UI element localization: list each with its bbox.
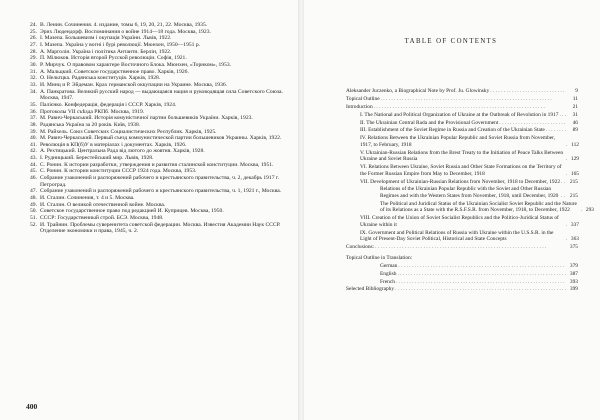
reference-number: 52. [30,221,37,228]
reference-text: І. Рудницький. Берестейський мир. Львів, 1928. [40,155,154,162]
reference-entry [26,62,288,69]
dot-leader [498,120,566,127]
reference-text: А. Мальцкий. Советское государственное право. Харків, 1926. [40,68,189,75]
reference-text: І. Мазепа. Україна у вогні і бурі революції. Мюнхен, 1950—1951 р. [40,41,201,48]
reference-text: М. Равич-Черкаський. Исторія комуністичної партии большевиків України. Харків, 1923. [40,115,253,122]
reference-entry [26,195,288,202]
reference-number: 39. [30,128,37,135]
reference-number: 44. [30,161,37,168]
reference-text: Эрих Людендорф. Воспоминания о войне 1914—18 года. Москва, 1923. [40,28,211,35]
toc-entry [346,279,578,286]
reference-entry [26,82,288,89]
reference-number: 31. [30,68,37,75]
reference-number: 33. [30,81,37,88]
reference-text: П. Мілюков. Исторія второй Русской революціи. Софія, 1921. [40,55,187,62]
toc-entry-title: IX. Government and Political Relations of Russia with Ukraine within the U.S.S.R. in the Light of Present-Day Soviet Political, Historical and State Concepts [360,229,554,243]
toc-entry [346,104,578,111]
toc-entry [346,150,578,163]
reference-number: 36. [30,108,37,115]
reference-entry [26,162,288,169]
reference-entry [26,89,288,102]
toc-entry [346,263,578,270]
reference-entry [26,22,288,29]
toc-page-number: 31 [572,111,578,118]
toc-entry-title: Aleksander Juczenko, a Biographical Note by Prof. Ju. Glowinsky [346,88,490,94]
toc-entry [346,127,578,134]
reference-entry [26,69,288,76]
toc-entry-title: VIII. Creation of the Union of Soviet Socialist Republics and the Politico-Juridical Status of Ukraine within it [360,215,559,228]
reference-number: 30. [30,61,37,68]
reference-text: Протоколы VII съѣзда РКПб. Москва, 1919. [40,108,145,115]
toc-page-number: 165 [570,170,579,177]
dot-leader [489,88,566,95]
reference-entry [26,155,288,162]
reference-entry [26,222,288,235]
toc-page-number: 9 [575,88,578,94]
reference-entry [26,135,288,142]
page-number: 400 [26,402,38,411]
dot-leader [545,127,566,134]
dot-leader [380,96,566,103]
toc-entry-title: English [380,270,397,277]
toc-page-number: 11 [572,95,578,102]
toc-page-number: 46 [572,119,578,126]
toc-entry-title: Introduction [346,103,373,110]
reference-number: 35. [30,101,37,108]
toc-page-number: 387 [569,270,578,277]
reference-number: 43. [30,155,37,162]
toc-page-number: 363 [570,236,579,243]
toc-page-number: 215 [569,178,578,185]
reference-text: А. Панкратова. Великий русский народ — выдающаяся нация и руководящая сила Советского Союза. Москва, 1947. [40,88,283,102]
toc-entry [346,135,578,148]
reference-text: Собрание узаконений и распоряжений рабочего и крестьянского правительства, ч. 1, 1921 г., Москва. [40,188,282,195]
toc-page-number: 129 [570,156,579,163]
toc-entry [346,179,578,186]
reference-entry [26,29,288,36]
toc-entry [346,286,578,293]
reference-text: Собрание узаконений и распоряжений рабочего и крестьянского правительства, ч. 2, декабрь 1917 г. Петроград. [40,175,279,188]
toc-entry-title: IV. Relations Between the Ukrainian Popular Republic and Soviet Russia from November, 1917, to February, 1918 [360,135,556,148]
reference-text: Радянська Україна за 20 років. Київ, 1938. [40,121,141,128]
toc-entry-title: Topical Outline [346,95,380,102]
reference-text: А. Марголін. Україна і політика Антанти. Берлін, 1922. [40,48,172,55]
toc-entry [346,112,578,119]
toc-entry-title: III. Establishment of the Soviet Regime in Russia and Creation of the Ukrainian State [360,127,545,134]
reference-text: Палієнко. Конфедерація, федерація і СССР. Харків, 1924. [40,101,177,108]
toc-entry [346,96,578,103]
reference-number: 47. [30,188,37,195]
reference-number: 34. [30,88,37,95]
toc-page-number: 379 [569,262,578,269]
reference-number: 32. [30,75,37,82]
reference-number: 27. [30,41,37,48]
reference-number: 50. [30,208,37,215]
right-page [302,0,600,420]
reference-number: 42. [30,148,37,155]
reference-list [26,22,288,235]
dot-leader [558,112,566,119]
reference-text: І. Мазепа. Большевизм і окупація України. Львів, 1922. [40,35,172,42]
table-of-contents [346,88,594,294]
reference-text: М. Равич-Черкаський. Первый съезд коммунистической партии большевиков Украины. Харків, 1922. [40,135,282,142]
toc-entry-title: Topical Outline in Translation: [346,254,413,261]
toc-entry [346,186,578,199]
reference-text: В. Ленин. Сочинения. 4. издание, томы 6, 19, 20, 21, 22. Москва, 1935. [40,22,208,28]
toc-entry-title: Relations of the Ukrainian Popular Republic with the Soviet and Other Russian Regimes and with the Western States from November, 1918, until December, 1920 [380,186,559,199]
toc-entry-title: VI. Relations Between Ukraine, Soviet Russia and Other State Formations on the Territory of the Former Russian Empire from May to December, 1918 [360,164,562,177]
reference-text: С. Ронин. К истории разработки, утверждения и развития сталинской конституции. Москва, 1951. [40,161,274,168]
reference-entry [26,122,288,129]
reference-entry [26,55,288,62]
toc-title: TABLE OF CONTENTS [404,38,498,45]
reference-number: 46. [30,175,37,182]
reference-number: 26. [30,35,37,42]
reference-text: И. Сталин. Сочинения, т. 4 и 5. Москва. [40,195,135,202]
reference-number: 49. [30,201,37,208]
dot-leader [394,286,566,293]
reference-text: М. Райхель. Союз Советских Социалистических Республик. Харків, 1925. [40,128,217,135]
reference-entry [26,35,288,42]
reference-text: Революція в КП(б)У в матеріалах і документах. Харків, 1926. [40,141,187,148]
toc-entry-title: French [380,278,395,285]
reference-text: Советское государственное право под редакцией И. Куприцев. Москва, 1950. [40,208,224,215]
reference-entry [26,42,288,49]
toc-entry [346,271,578,278]
reference-number: 25. [30,28,37,35]
dot-leader [373,104,566,111]
reference-text: С. Ронин. К истории конституции СССР 1924 года. Москва, 1953. [40,168,197,175]
toc-entry-title: VII. Development of Ukrainian-Russian Relations from November, 1918 to December, 1922 [360,178,561,185]
reference-entry [26,115,288,122]
toc-page-number: 293 [585,207,594,214]
reference-entry [26,215,288,222]
reference-number: 24. [30,22,37,28]
toc-page-number: 215 [569,192,578,199]
reference-number: 48. [30,195,37,202]
dot-leader [374,244,566,251]
dot-leader [396,271,566,278]
toc-entry-title: I. The National and Political Organization of Ukraine at the Outbreak of Revolution in 1917 [360,111,559,118]
reference-number: 40. [30,135,37,142]
reference-text: И. Минц и Р. Эйдеман. Крах германской оккупации на Украине. Москва, 1936. [40,81,228,88]
reference-entry [26,102,288,109]
toc-page-number: 399 [569,286,578,293]
toc-entry-title: Selected Bibliography [346,286,395,293]
toc-entry-title: German [380,262,398,269]
toc-entry-title: II. The Ukrainian Central Rada and the Provisional Government [360,119,499,126]
reference-number: 38. [30,121,37,128]
reference-number: 51. [30,215,37,222]
toc-entry-title: The Political and Juridical Status of the Ukrainian Socialist Soviet Republic and the Nature of its Relations as a State with the R.S.F.S.R. from November, 1918, to December, 1922 [380,200,577,214]
dot-leader [397,263,566,270]
reference-number: 45. [30,168,37,175]
reference-text: И. Трайнин. Проблемы суверенитета советской федерации. Москва. Известия Академии Наук СССР. Отделение экономики и права, 1945, ч. 2. [40,221,281,235]
toc-page-number: 393 [569,278,578,285]
toc-entry [346,255,578,262]
reference-number: 41. [30,141,37,148]
reference-entry [26,175,288,188]
dot-leader [395,279,566,286]
reference-text: А. Рехтицький. Центральна Рада від лютого до жовтня. Харків, 1928. [40,148,205,155]
reference-text: Р. Мирчук. О правовом характере Восточного Блока. Мюнхен, «Торнком», 1953. [40,61,232,68]
toc-entry [346,88,578,95]
toc-page-number: 21 [572,103,578,110]
toc-entry [346,230,578,243]
toc-entry [346,244,578,251]
toc-entry-title: V. Ukrainian-Russian Relations from the Brest Treaty to the Initiation of Peace Talks Between Ukraine and Soviet Russia [360,149,564,163]
toc-entry [346,164,578,177]
toc-page-number: 375 [569,243,578,250]
reference-text: СССР: Государственный строй. БСЭ. Москва, 1948. [40,215,164,222]
toc-page-number: 112 [571,141,579,148]
reference-number: 28. [30,48,37,55]
toc-entry-title: Conclusions: [346,243,375,250]
reference-text: И. Сталин. О великой отечественной войне. Москва. [40,201,166,208]
reference-text: О. Нельтцка. Радянська конституція. Харків, 1928. [40,75,161,82]
toc-page-number: 337 [570,221,579,228]
reference-number: 29. [30,55,37,62]
toc-page-number: 89 [572,127,578,134]
reference-entry [26,75,288,82]
toc-entry [346,200,594,214]
toc-entry [346,215,578,228]
reference-entry [26,188,288,195]
reference-number: 37. [30,115,37,122]
toc-entry [346,120,578,127]
